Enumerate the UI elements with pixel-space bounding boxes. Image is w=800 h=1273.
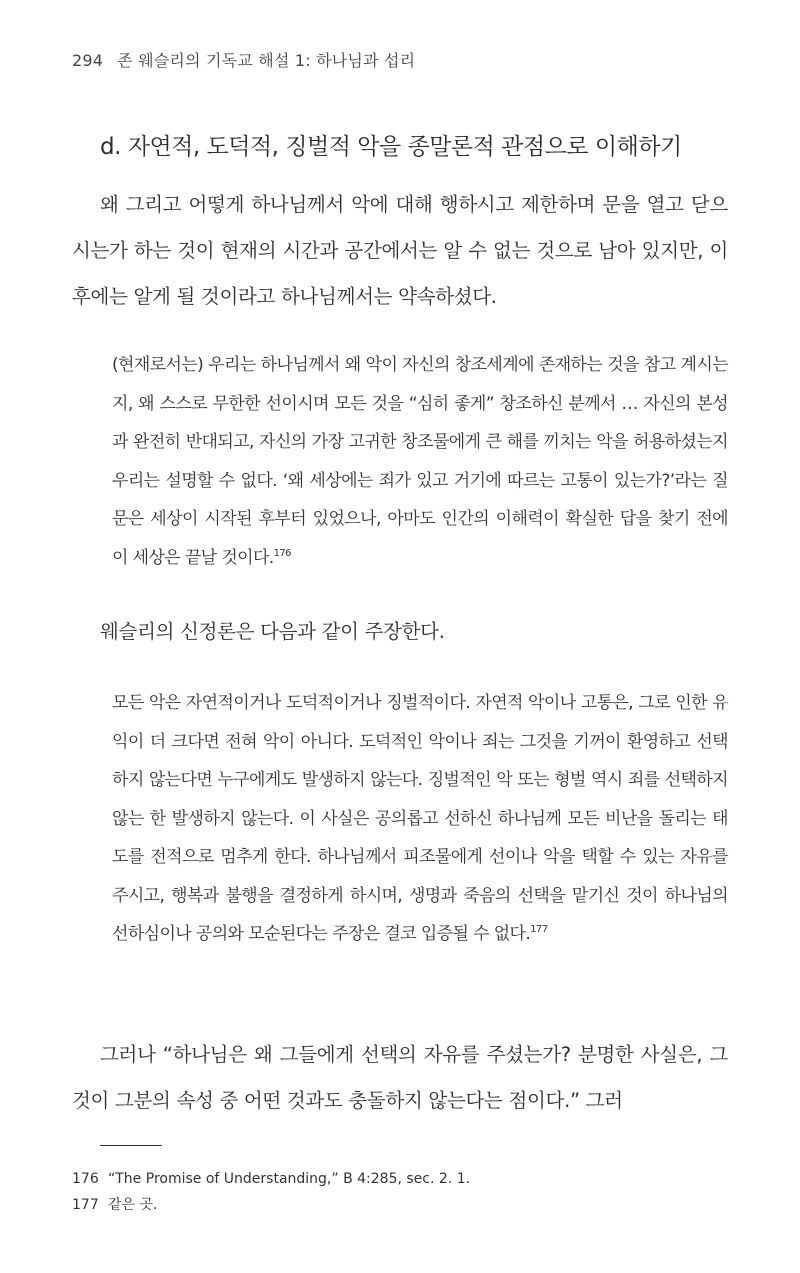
block-quote-1-text: (현재로서는) 우리는 하나님께서 왜 악이 자신의 창조세계에 존재하는 것을 참고 계시는지, 왜 스스로 무한한 선이시며 모든 것을 “심히 좋게” 창조하신 분께서 … 자신의 본성과 완전히 반대되고, 자신의 가장 고귀한 창조물에게 큰 해를 끼치는 악을 허용하셨는지 우리는 설명할 수 없다. ‘왜 세상에는 죄가 있고 거기에 따르는 고통이 있는가?’라는 질문은 세상이 시작된 후부터 있었으나, 아마도 인간의 이해력이 확실한 답을 찾기 전에 이 세상은 끝날 것이다. bbox=[112, 355, 728, 568]
footnote-divider bbox=[100, 1145, 162, 1146]
footnote-ref-177: 177 bbox=[530, 924, 548, 935]
section-heading: d. 자연적, 도덕적, 징벌적 악을 종말론적 관점으로 이해하기 bbox=[100, 134, 682, 160]
footnote-item bbox=[72, 1166, 728, 1192]
body-paragraph-2: 웨슬리의 신정론은 다음과 같이 주장한다. bbox=[100, 620, 445, 643]
block-quote-2 bbox=[112, 684, 728, 954]
body-paragraph-3: 그러나 “하나님은 왜 그들에게 선택의 자유를 주셨는가? 분명한 사실은, 그것이 그분의 속성 중 어떤 것과도 충돌하지 않는다는 점이다.” 그러 bbox=[72, 1043, 728, 1112]
page-number: 294 bbox=[72, 51, 104, 70]
footnote-ref-176: 176 bbox=[273, 547, 291, 559]
footnote-item bbox=[72, 1192, 728, 1218]
footnote-number: 177 bbox=[72, 1197, 99, 1213]
running-header bbox=[72, 48, 415, 71]
book-title: 존 웨슬리의 기독교 해설 1: 하나님과 섭리 bbox=[117, 51, 416, 70]
block-quote-1 bbox=[112, 346, 728, 577]
body-paragraph-1: 왜 그리고 어떻게 하나님께서 악에 대해 행하시고 제한하며 문을 열고 닫으시는가 하는 것이 현재의 시간과 공간에서는 알 수 없는 것으로 남아 있지만, 이후에는 알게 될 것이라고 하나님께서는 약속하셨다. bbox=[72, 193, 728, 308]
footnotes bbox=[72, 1166, 728, 1218]
footnote-text: 같은 곳. bbox=[108, 1197, 158, 1213]
block-quote-2-text: 모든 악은 자연적이거나 도덕적이거나 징벌적이다. 자연적 악이나 고통은, 그로 인한 유익이 더 크다면 전혀 악이 아니다. 도덕적인 악이나 죄는 그것을 기꺼이 환영하고 선택하지 않는다면 누구에게도 발생하지 않는다. 징벌적인 악 또는 형벌 역시 죄를 선택하지 않는 한 발생하지 않는다. 이 사실은 공의롭고 선하신 하나님께 모든 비난을 돌리는 태도를 전적으로 멈추게 한다. 하나님께서 피조물에게 선이나 악을 택할 수 있는 자유를 주시고, 행복과 불행을 결정하게 하시며, 생명과 죽음의 선택을 맡기신 것이 하나님의 선하심이나 공의와 모순된다는 주장은 결코 입증될 수 없다. bbox=[112, 693, 728, 944]
footnote-text: “The Promise of Understanding,” B 4:285, sec. 2. 1. bbox=[108, 1171, 471, 1187]
footnote-number: 176 bbox=[72, 1171, 99, 1187]
